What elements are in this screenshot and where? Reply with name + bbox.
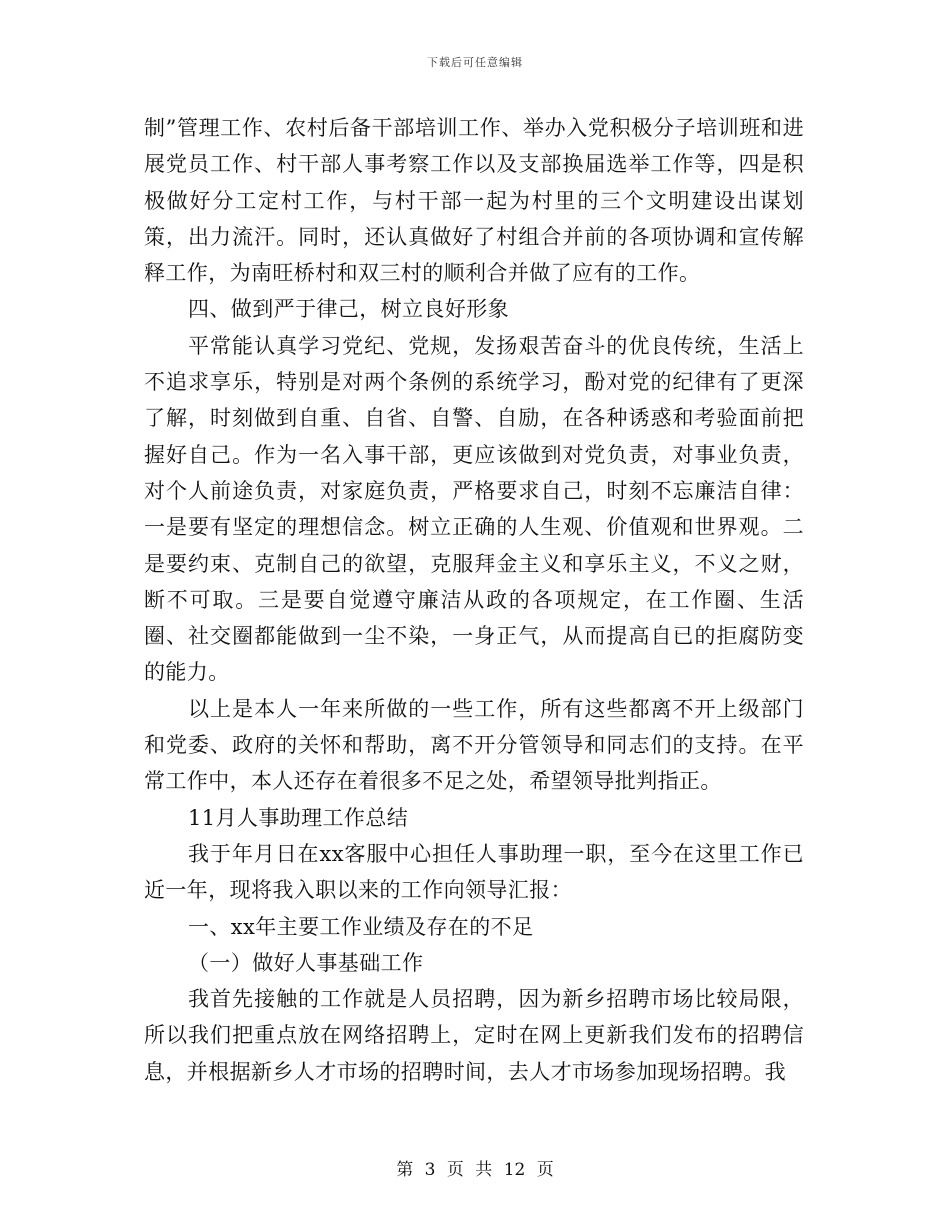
paragraph-3: 以上是本人一年来所做的一些工作，所有这些都离不开上级部门和党委、政府的关怀和帮助，离不开分管领导和同志们的支持。在平常工作中，本人还存在着很多不足之处，希望领导批判指正。 (144, 696, 804, 794)
page-number-footer: 第 3 页 共 12 页 (396, 1160, 554, 1180)
paragraph-4: 我于年月日在xx客服中心担任人事助理一职，至今在这里工作已近一年，现将我入职以来的工作向领导汇报： (144, 841, 804, 903)
paragraph-5: 我首先接触的工作就是人员招聘，因为新乡招聘市场比较局限，所以我们把重点放在网络招聘上，定时在网上更新我们发布的招聘信息，并根据新乡人才市场的招聘时间，去人才市场参加现场招聘。我 (144, 987, 804, 1084)
document-body (144, 110, 804, 1090)
paragraph-1: 制”管理工作、农村后备干部培训工作、举办入党积极分子培训班和进展党员工作、村干部人事考察工作以及支部换届选举工作等，四是积极做好分工定村工作，与村干部一起为村里的三个文明建设出谋划策，出力流汗。同时，还认真做好了村组合并前的各项协调和宣传解释工作，为南旺桥村和双三村的顺利合并做了应有的工作。 (144, 116, 804, 286)
section-heading-4: 四、做到严于律己，树立良好形象 (188, 297, 509, 322)
page-header-note: 下载后可任意编辑 (427, 56, 523, 69)
document-title: 11月人事助理工作总结 (188, 805, 409, 830)
paragraph-2: 平常能认真学习党纪、党规，发扬艰苦奋斗的优良传统，生活上不追求享乐，特别是对两个条例的系统学习，酚对党的纪律有了更深了解，时刻做到自重、自省、自警、自励，在各种诱惑和考验面前把握好自己。作为一名入事干部，更应该做到对党负责，对事业负责，对个人前途负责，对家庭负责，严格要求自己，时刻不忘廉洁自律：一是要有坚定的理想信念。树立正确的人生观、价值观和世界观。二是要约束、克制自己的欲望，克服拜金主义和享乐主义，不义之财，断不可取。三是要自觉遵守廉洁从政的各项规定，在工作圈、生活圈、社交圈都能做到一尘不染，一身正气，从而提高自已的拒腐防变的能力。 (144, 333, 804, 685)
section-heading-1: 一、xx年主要工作业绩及存在的不足 (188, 914, 534, 939)
subsection-heading-1: （一）做好人事基础工作 (188, 950, 424, 975)
